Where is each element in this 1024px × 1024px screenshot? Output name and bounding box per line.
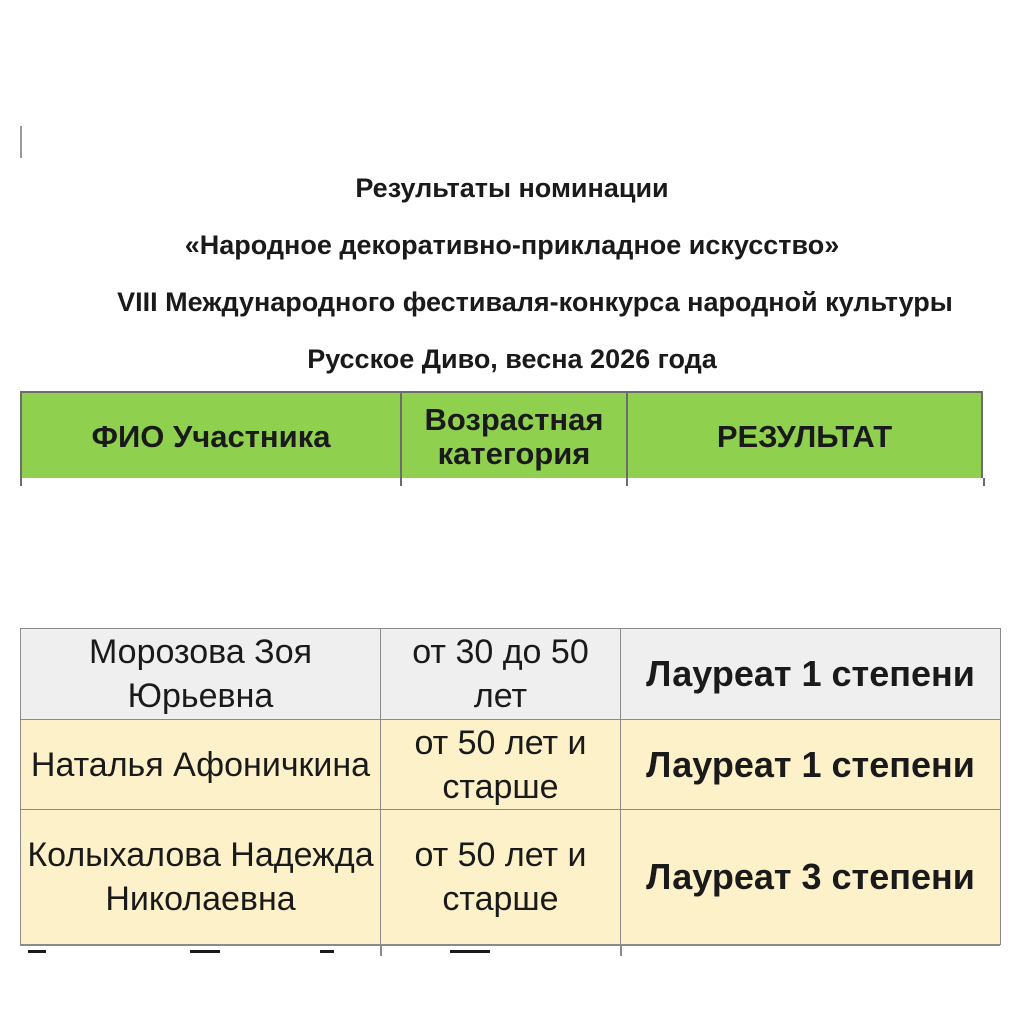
table-row (21, 629, 1001, 720)
header-clip-edge (20, 478, 981, 486)
document-title (0, 160, 1024, 388)
title-line-2: «Народное декоративно-прикладное искусство» (184, 230, 840, 260)
header-name: ФИО Участника (21, 392, 401, 482)
age-category: от 50 лет и старше (381, 720, 621, 810)
cut-off-row (20, 944, 1000, 956)
age-category: от 50 лет и старше (381, 810, 621, 945)
results-table (20, 628, 1001, 945)
participant-name: Морозова Зоя Юрьевна (21, 629, 381, 720)
table-row (21, 810, 1001, 945)
header-result: РЕЗУЛЬТАТ (627, 392, 982, 482)
age-category: от 30 до 50 лет (381, 629, 621, 720)
results-header (20, 391, 983, 483)
result: Лауреат 1 степени (621, 720, 1001, 810)
table-row (21, 720, 1001, 810)
result: Лауреат 1 степени (621, 629, 1001, 720)
participant-name: Наталья Афоничкина (21, 720, 381, 810)
title-line-3: VIII Международного фестиваля-конкурса народной культуры (117, 287, 953, 317)
result: Лауреат 3 степени (621, 810, 1001, 945)
title-line-1: Результаты номинации (355, 173, 669, 203)
header-age: Возрастная категория (401, 392, 627, 482)
title-line-4: Русское Диво, весна 2026 года (307, 344, 717, 374)
edge-mark (20, 126, 22, 158)
participant-name: Колыхалова Надежда Николаевна (21, 810, 381, 945)
